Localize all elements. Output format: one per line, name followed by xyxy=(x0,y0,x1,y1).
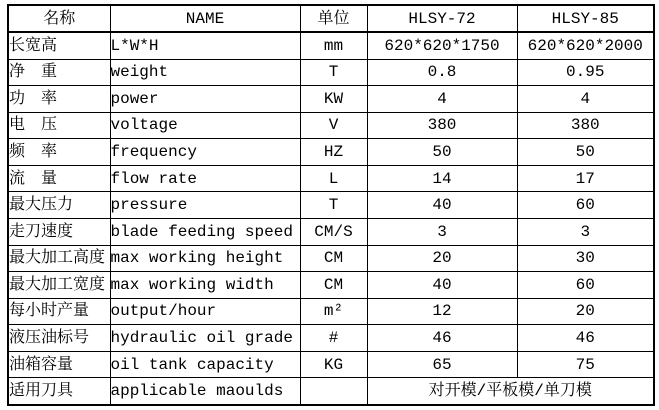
cell-hlsy72: 40 xyxy=(367,192,517,219)
cell-unit: # xyxy=(300,325,367,352)
cell-hlsy85: 4 xyxy=(517,86,654,113)
cell-hlsy72: 12 xyxy=(367,298,517,325)
cell-hlsy85: 60 xyxy=(517,272,654,299)
cell-name-cn: 功 率 xyxy=(8,86,110,113)
cell-hlsy85: 75 xyxy=(517,351,654,378)
cell-name-en: max working width xyxy=(110,272,300,299)
cell-hlsy72: 3 xyxy=(367,218,517,245)
header-model-hlsy72: HLSY-72 xyxy=(367,5,517,32)
spec-table-body xyxy=(8,32,654,405)
cell-hlsy85: 17 xyxy=(517,165,654,192)
cell-unit: V xyxy=(300,112,367,139)
table-row xyxy=(8,59,654,86)
header-name-cn: 名称 xyxy=(8,5,110,32)
header-model-hlsy85: HLSY-85 xyxy=(517,5,654,32)
table-row xyxy=(8,272,654,299)
cell-unit: CM xyxy=(300,245,367,272)
table-row xyxy=(8,165,654,192)
cell-name-cn: 长宽高 xyxy=(8,32,110,59)
cell-name-en: max working height xyxy=(110,245,300,272)
cell-name-en: voltage xyxy=(110,112,300,139)
cell-hlsy85: 380 xyxy=(517,112,654,139)
cell-name-cn: 最大加工宽度 xyxy=(8,272,110,299)
cell-unit xyxy=(300,378,367,405)
header-unit: 单位 xyxy=(300,5,367,32)
cell-name-en: frequency xyxy=(110,139,300,166)
cell-unit: m² xyxy=(300,298,367,325)
table-row xyxy=(8,245,654,272)
spec-table-header xyxy=(8,5,654,32)
cell-unit: CM xyxy=(300,272,367,299)
table-row xyxy=(8,32,654,59)
cell-hlsy85: 46 xyxy=(517,325,654,352)
cell-unit: KG xyxy=(300,351,367,378)
cell-hlsy85: 3 xyxy=(517,218,654,245)
cell-name-en: L*W*H xyxy=(110,32,300,59)
table-row xyxy=(8,378,654,405)
cell-name-cn: 液压油标号 xyxy=(8,325,110,352)
cell-name-en: weight xyxy=(110,59,300,86)
cell-name-cn: 油箱容量 xyxy=(8,351,110,378)
cell-hlsy85: 30 xyxy=(517,245,654,272)
cell-name-cn: 频 率 xyxy=(8,139,110,166)
cell-unit: mm xyxy=(300,32,367,59)
table-row xyxy=(8,325,654,352)
cell-hlsy85: 0.95 xyxy=(517,59,654,86)
cell-name-en: power xyxy=(110,86,300,113)
spec-table xyxy=(7,4,655,406)
table-row xyxy=(8,139,654,166)
cell-name-en: output/hour xyxy=(110,298,300,325)
cell-unit: T xyxy=(300,59,367,86)
cell-hlsy72: 40 xyxy=(367,272,517,299)
cell-hlsy72: 4 xyxy=(367,86,517,113)
cell-hlsy85: 60 xyxy=(517,192,654,219)
spec-table-container xyxy=(7,4,655,406)
cell-hlsy72: 620*620*1750 xyxy=(367,32,517,59)
cell-name-en: applicable maoulds xyxy=(110,378,300,405)
cell-name-cn: 适用刀具 xyxy=(8,378,110,405)
cell-hlsy72: 14 xyxy=(367,165,517,192)
cell-name-en: oil tank capacity xyxy=(110,351,300,378)
cell-hlsy72: 46 xyxy=(367,325,517,352)
cell-unit: KW xyxy=(300,86,367,113)
cell-name-cn: 流 量 xyxy=(8,165,110,192)
table-row xyxy=(8,192,654,219)
cell-hlsy85: 50 xyxy=(517,139,654,166)
cell-unit: L xyxy=(300,165,367,192)
table-row xyxy=(8,112,654,139)
cell-hlsy72: 380 xyxy=(367,112,517,139)
cell-hlsy72: 65 xyxy=(367,351,517,378)
cell-name-cn: 净 重 xyxy=(8,59,110,86)
cell-merged-models: 对开模/平板模/单刀模 xyxy=(367,378,654,405)
table-row xyxy=(8,218,654,245)
cell-hlsy72: 0.8 xyxy=(367,59,517,86)
table-row xyxy=(8,86,654,113)
cell-hlsy72: 20 xyxy=(367,245,517,272)
cell-name-en: hydraulic oil grade xyxy=(110,325,300,352)
table-row xyxy=(8,351,654,378)
cell-name-cn: 走刀速度 xyxy=(8,218,110,245)
cell-name-en: pressure xyxy=(110,192,300,219)
cell-unit: HZ xyxy=(300,139,367,166)
cell-name-cn: 电 压 xyxy=(8,112,110,139)
cell-name-en: blade feeding speed xyxy=(110,218,300,245)
cell-hlsy85: 620*620*2000 xyxy=(517,32,654,59)
cell-name-en: flow rate xyxy=(110,165,300,192)
cell-name-cn: 每小时产量 xyxy=(8,298,110,325)
cell-name-cn: 最大加工高度 xyxy=(8,245,110,272)
cell-hlsy72: 50 xyxy=(367,139,517,166)
header-row xyxy=(8,5,654,32)
cell-hlsy85: 20 xyxy=(517,298,654,325)
cell-name-cn: 最大压力 xyxy=(8,192,110,219)
table-row xyxy=(8,298,654,325)
cell-unit: CM/S xyxy=(300,218,367,245)
cell-unit: T xyxy=(300,192,367,219)
header-name-en: NAME xyxy=(110,5,300,32)
